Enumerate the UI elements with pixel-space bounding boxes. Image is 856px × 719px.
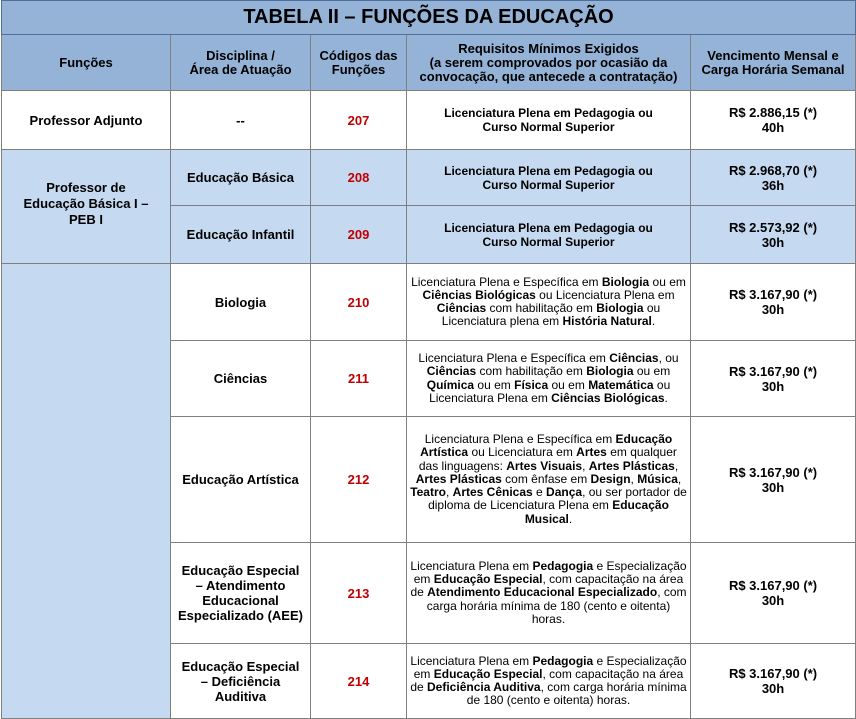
requisitos-cell: Licenciatura Plena em Pedagogia ou Curso Normal Superior (407, 206, 691, 264)
requisito-texto: , (630, 471, 638, 486)
requisito-texto: , com carga horária mínima de 180 (cento e oitenta) horas. (426, 585, 687, 626)
requisito-destaque: Educação Musical (524, 498, 669, 526)
funcao-cell: Professor Adjunto (2, 91, 171, 150)
requisito-texto: , com carga horária mínima de 180 (cento e oitenta) horas. (466, 680, 687, 708)
codigo-cell: 210 (311, 264, 407, 341)
requisito-texto: ou em (633, 364, 671, 379)
requisito-destaque: Música (637, 471, 678, 486)
requisito-texto: Licenciatura Plena e Específica em (424, 432, 616, 447)
vencimento-cell: R$ 3.167,90 (*) 30h (691, 543, 856, 644)
vencimento-cell: R$ 2.968,70 (*) 36h (691, 150, 856, 206)
requisito-texto: e Especialização em (413, 558, 687, 587)
codigo-cell: 213 (311, 543, 407, 644)
codigo-cell: 209 (311, 206, 407, 264)
requisito-destaque: Artes (576, 445, 607, 460)
requisitos-cell: Licenciatura Plena em Pedagogia ou Curso Normal Superior (407, 91, 691, 150)
requisito-texto: , (445, 485, 453, 500)
requisito-texto: . (664, 390, 668, 405)
requisito-destaque: Artes Visuais (506, 458, 583, 473)
requisitos-cell (407, 264, 691, 341)
codigo-cell: 211 (311, 341, 407, 417)
requisito-texto: com habilitação em (476, 364, 587, 379)
codigo-cell: 208 (311, 150, 407, 206)
table-row (2, 264, 856, 341)
requisito-destaque: Biologia (596, 301, 644, 315)
header-disciplina: Disciplina / Área de Atuação (171, 35, 311, 91)
disciplina-cell: Biologia (171, 264, 311, 341)
requisito-texto: ou em (548, 377, 589, 392)
header-funcoes: Funções (2, 35, 171, 91)
funcao-cell-empty (2, 264, 171, 719)
requisito-texto: , (582, 458, 589, 473)
requisito-texto: ou Licenciatura plena em (441, 301, 661, 329)
vencimento-cell: R$ 3.167,90 (*) 30h (691, 341, 856, 417)
requisito-destaque: Ciências Biológicas (422, 287, 536, 302)
requisito-texto: Licenciatura Plena e Específica em (411, 274, 602, 289)
requisito-texto: e (532, 485, 547, 500)
requisito-destaque: Matemática (588, 377, 654, 392)
requisito-texto: , com capacitação na área de (410, 666, 684, 694)
requisito-destaque: Artes Plásticas (588, 458, 675, 473)
requisito-destaque: Educação Artística (420, 432, 673, 460)
requisito-destaque: Ciências (436, 301, 487, 315)
requisito-texto: , (677, 471, 682, 486)
requisito-texto: ou em (649, 274, 686, 289)
requisito-destaque: Atendimento Educacional Especializado (427, 585, 658, 600)
requisito-destaque: Design (590, 471, 631, 486)
header-row (2, 35, 856, 91)
requisitos-cell: Licenciatura Plena em Pedagogia ou Curso Normal Superior (407, 150, 691, 206)
requisito-destaque: Ciências Biológicas (551, 390, 665, 405)
requisito-texto: com habilitação em (486, 301, 597, 315)
requisitos-cell (407, 341, 691, 417)
requisito-destaque: Artes Plásticas (415, 471, 502, 486)
requisito-destaque: Ciências (426, 364, 477, 379)
requisito-texto: , ou (658, 351, 679, 366)
vencimento-cell: R$ 3.167,90 (*) 30h (691, 644, 856, 719)
requisito-destaque: Educação Especial (433, 666, 543, 681)
requisito-texto: com ênfase em (501, 471, 591, 486)
disciplina-cell: Educação Especial – Deficiência Auditiva (171, 644, 311, 719)
requisito-destaque: Biologia (586, 364, 634, 379)
funcao-cell: Professor de Educação Básica I – PEB I (2, 150, 171, 264)
requisito-destaque: Deficiência Auditiva (427, 680, 541, 694)
table-row (2, 91, 856, 150)
requisito-texto: ou Licenciatura em (468, 445, 577, 460)
header-requisitos: Requisitos Mínimos Exigidos (a serem comprovados por ocasião da convocação, que antecede a contratação) (407, 35, 691, 91)
requisito-destaque: Teatro (410, 485, 446, 500)
codigo-cell: 207 (311, 91, 407, 150)
requisito-destaque: Educação Especial (433, 572, 543, 587)
header-codigos: Códigos das Funções (311, 35, 407, 91)
vencimento-cell: R$ 3.167,90 (*) 30h (691, 417, 856, 543)
disciplina-cell: Ciências (171, 341, 311, 417)
requisito-destaque: Artes Cênicas (452, 485, 533, 500)
requisitos-cell (407, 644, 691, 719)
header-vencimento: Vencimento Mensal e Carga Horária Semanal (691, 35, 856, 91)
requisito-destaque: Ciências (609, 351, 659, 366)
codigo-cell: 212 (311, 417, 407, 543)
vencimento-cell: R$ 2.886,15 (*) 40h (691, 91, 856, 150)
requisito-destaque: Pedagogia (532, 558, 594, 573)
table-title: TABELA II – FUNÇÕES DA EDUCAÇÃO (2, 1, 856, 35)
requisitos-cell (407, 417, 691, 543)
disciplina-cell: Educação Infantil (171, 206, 311, 264)
requisito-texto: ou Licenciatura Plena em (429, 377, 671, 405)
funcoes-table (1, 0, 856, 719)
table-row (2, 150, 856, 206)
requisito-destaque: Biologia (601, 274, 650, 289)
vencimento-cell: R$ 3.167,90 (*) 30h (691, 264, 856, 341)
requisito-texto: . (651, 314, 656, 329)
requisito-destaque: História Natural (562, 314, 652, 329)
requisito-texto: . (568, 511, 573, 526)
disciplina-cell: Educação Especial – Atendimento Educacional Especializado (AEE) (171, 543, 311, 644)
requisito-texto: ou Licenciatura Plena em (535, 287, 675, 302)
requisito-texto: , (674, 458, 679, 473)
disciplina-cell: Educação Básica (171, 150, 311, 206)
requisito-destaque: Dança (546, 485, 583, 500)
vencimento-cell: R$ 2.573,92 (*) 30h (691, 206, 856, 264)
requisito-destaque: Física (514, 377, 549, 392)
requisito-destaque: Química (426, 377, 475, 392)
codigo-cell: 214 (311, 644, 407, 719)
requisito-texto: , com capacitação na área de (410, 572, 684, 600)
disciplina-cell: -- (171, 91, 311, 150)
requisito-texto: ou em (474, 377, 515, 392)
requisitos-cell (407, 543, 691, 644)
requisito-texto: Licenciatura Plena em (410, 653, 533, 668)
requisito-texto: Licenciatura Plena e Específica em (418, 351, 610, 366)
requisito-texto: e Especialização em (413, 653, 687, 681)
disciplina-cell: Educação Artística (171, 417, 311, 543)
requisito-destaque: Pedagogia (532, 653, 594, 668)
requisito-texto: em qualquer das linguagens: (418, 445, 677, 473)
requisito-texto: Licenciatura Plena em (410, 558, 533, 573)
requisito-texto: , ou ser portador de diploma de Licenciatura Plena em (428, 485, 687, 513)
